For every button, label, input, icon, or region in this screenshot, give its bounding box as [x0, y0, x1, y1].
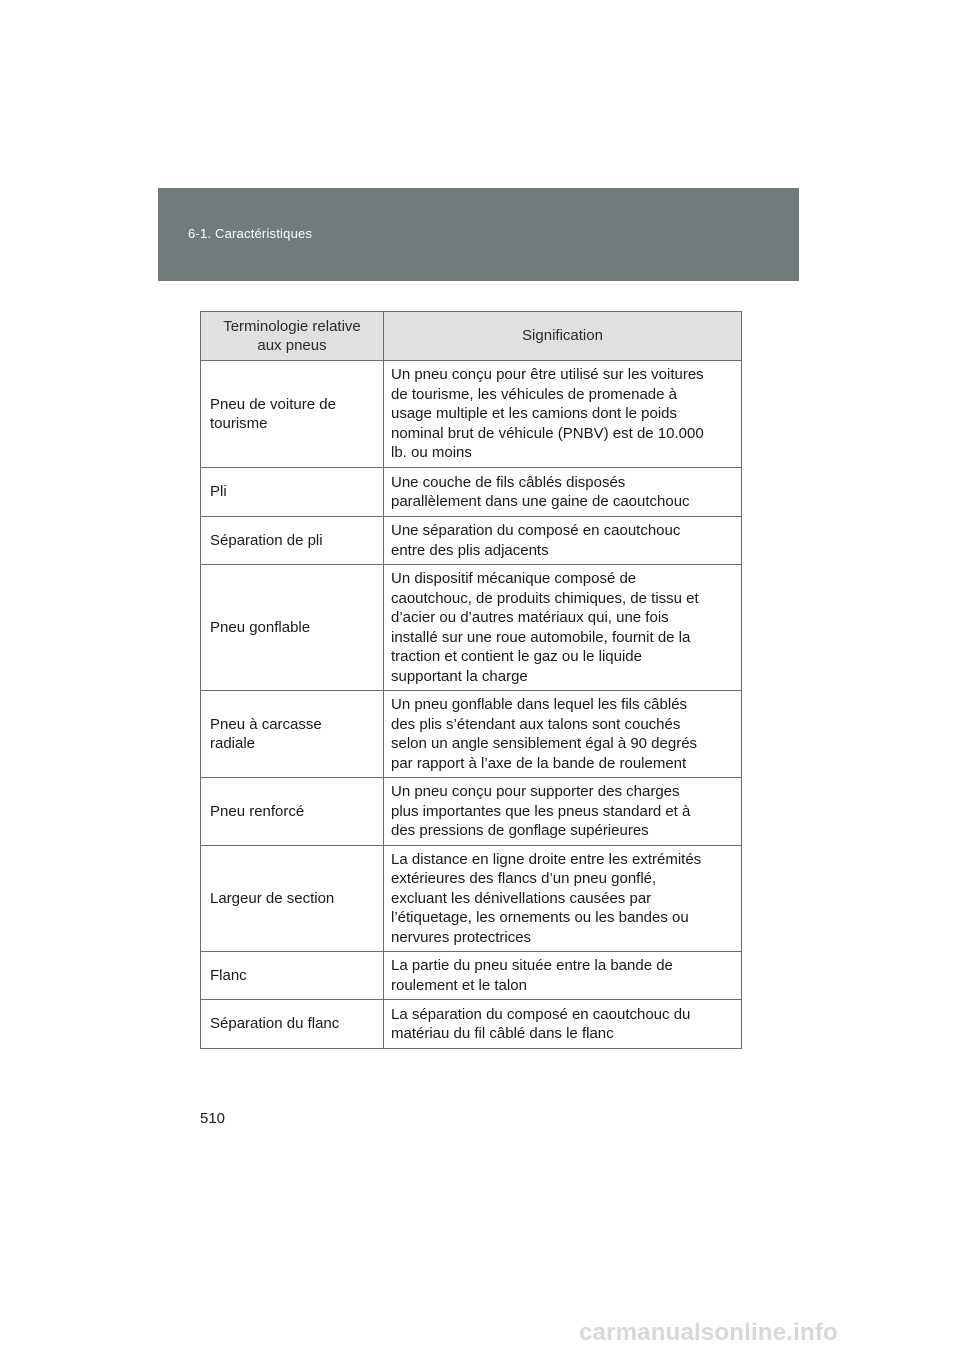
- term-cell: Séparation du flanc: [201, 1000, 384, 1049]
- tire-terminology-table: [200, 311, 742, 1049]
- meaning-cell: La distance en ligne droite entre les extrémités extérieures des flancs d’un pneu gonflé, excluant les dénivellations causées par l’étiquetage, les ornements ou les bandes ou nervures protectrices: [384, 846, 742, 952]
- meaning-cell: Un dispositif mécanique composé de caoutchouc, de produits chimiques, de tissu et d’acier ou d’autres matériaux qui, une fois installé sur une roue automobile, fournit de la traction et contient le gaz ou le liquide supportant la charge: [384, 565, 742, 691]
- meaning-cell: Un pneu conçu pour être utilisé sur les voitures de tourisme, les véhicules de promenade à usage multiple et les camions dont le poids nominal brut de véhicule (PNBV) est de 10.000 lb. ou moins: [384, 361, 742, 468]
- table-row: [201, 517, 742, 565]
- term-cell: Pneu renforcé: [201, 778, 384, 846]
- meaning-cell: La partie du pneu située entre la bande de roulement et le talon: [384, 952, 742, 1000]
- section-title: 6-1. Caractéristiques: [188, 226, 313, 241]
- table-row: [201, 361, 742, 468]
- column-header-term: Terminologie relative aux pneus: [201, 312, 384, 361]
- meaning-cell: La séparation du composé en caoutchouc du matériau du fil câblé dans le flanc: [384, 1000, 742, 1049]
- term-cell: Pneu de voiture de tourisme: [201, 361, 384, 468]
- table-row: [201, 468, 742, 517]
- term-cell: Pneu gonflable: [201, 565, 384, 691]
- term-cell: Pneu à carcasse radiale: [201, 691, 384, 778]
- table-row: [201, 565, 742, 691]
- meaning-cell: Une couche de fils câblés disposés parallèlement dans une gaine de caoutchouc: [384, 468, 742, 517]
- column-header-meaning: Signification: [384, 312, 742, 361]
- table-row: [201, 778, 742, 846]
- table-row: [201, 846, 742, 952]
- term-cell: Pli: [201, 468, 384, 517]
- meaning-cell: Une séparation du composé en caoutchouc entre des plis adjacents: [384, 517, 742, 565]
- table-row: [201, 691, 742, 778]
- term-cell: Séparation de pli: [201, 517, 384, 565]
- term-cell: Flanc: [201, 952, 384, 1000]
- section-header-band: [158, 188, 799, 281]
- table-header-row: [201, 312, 742, 361]
- meaning-cell: Un pneu conçu pour supporter des charges plus importantes que les pneus standard et à des pressions de gonflage supérieures: [384, 778, 742, 846]
- table-row: [201, 1000, 742, 1049]
- page-number: 510: [200, 1110, 226, 1127]
- table-row: [201, 952, 742, 1000]
- term-cell: Largeur de section: [201, 846, 384, 952]
- watermark: carmanualsonline.info: [579, 1319, 838, 1346]
- meaning-cell: Un pneu gonflable dans lequel les fils câblés des plis s’étendant aux talons sont couchés selon un angle sensiblement égal à 90 degrés par rapport à l’axe de la bande de roulement: [384, 691, 742, 778]
